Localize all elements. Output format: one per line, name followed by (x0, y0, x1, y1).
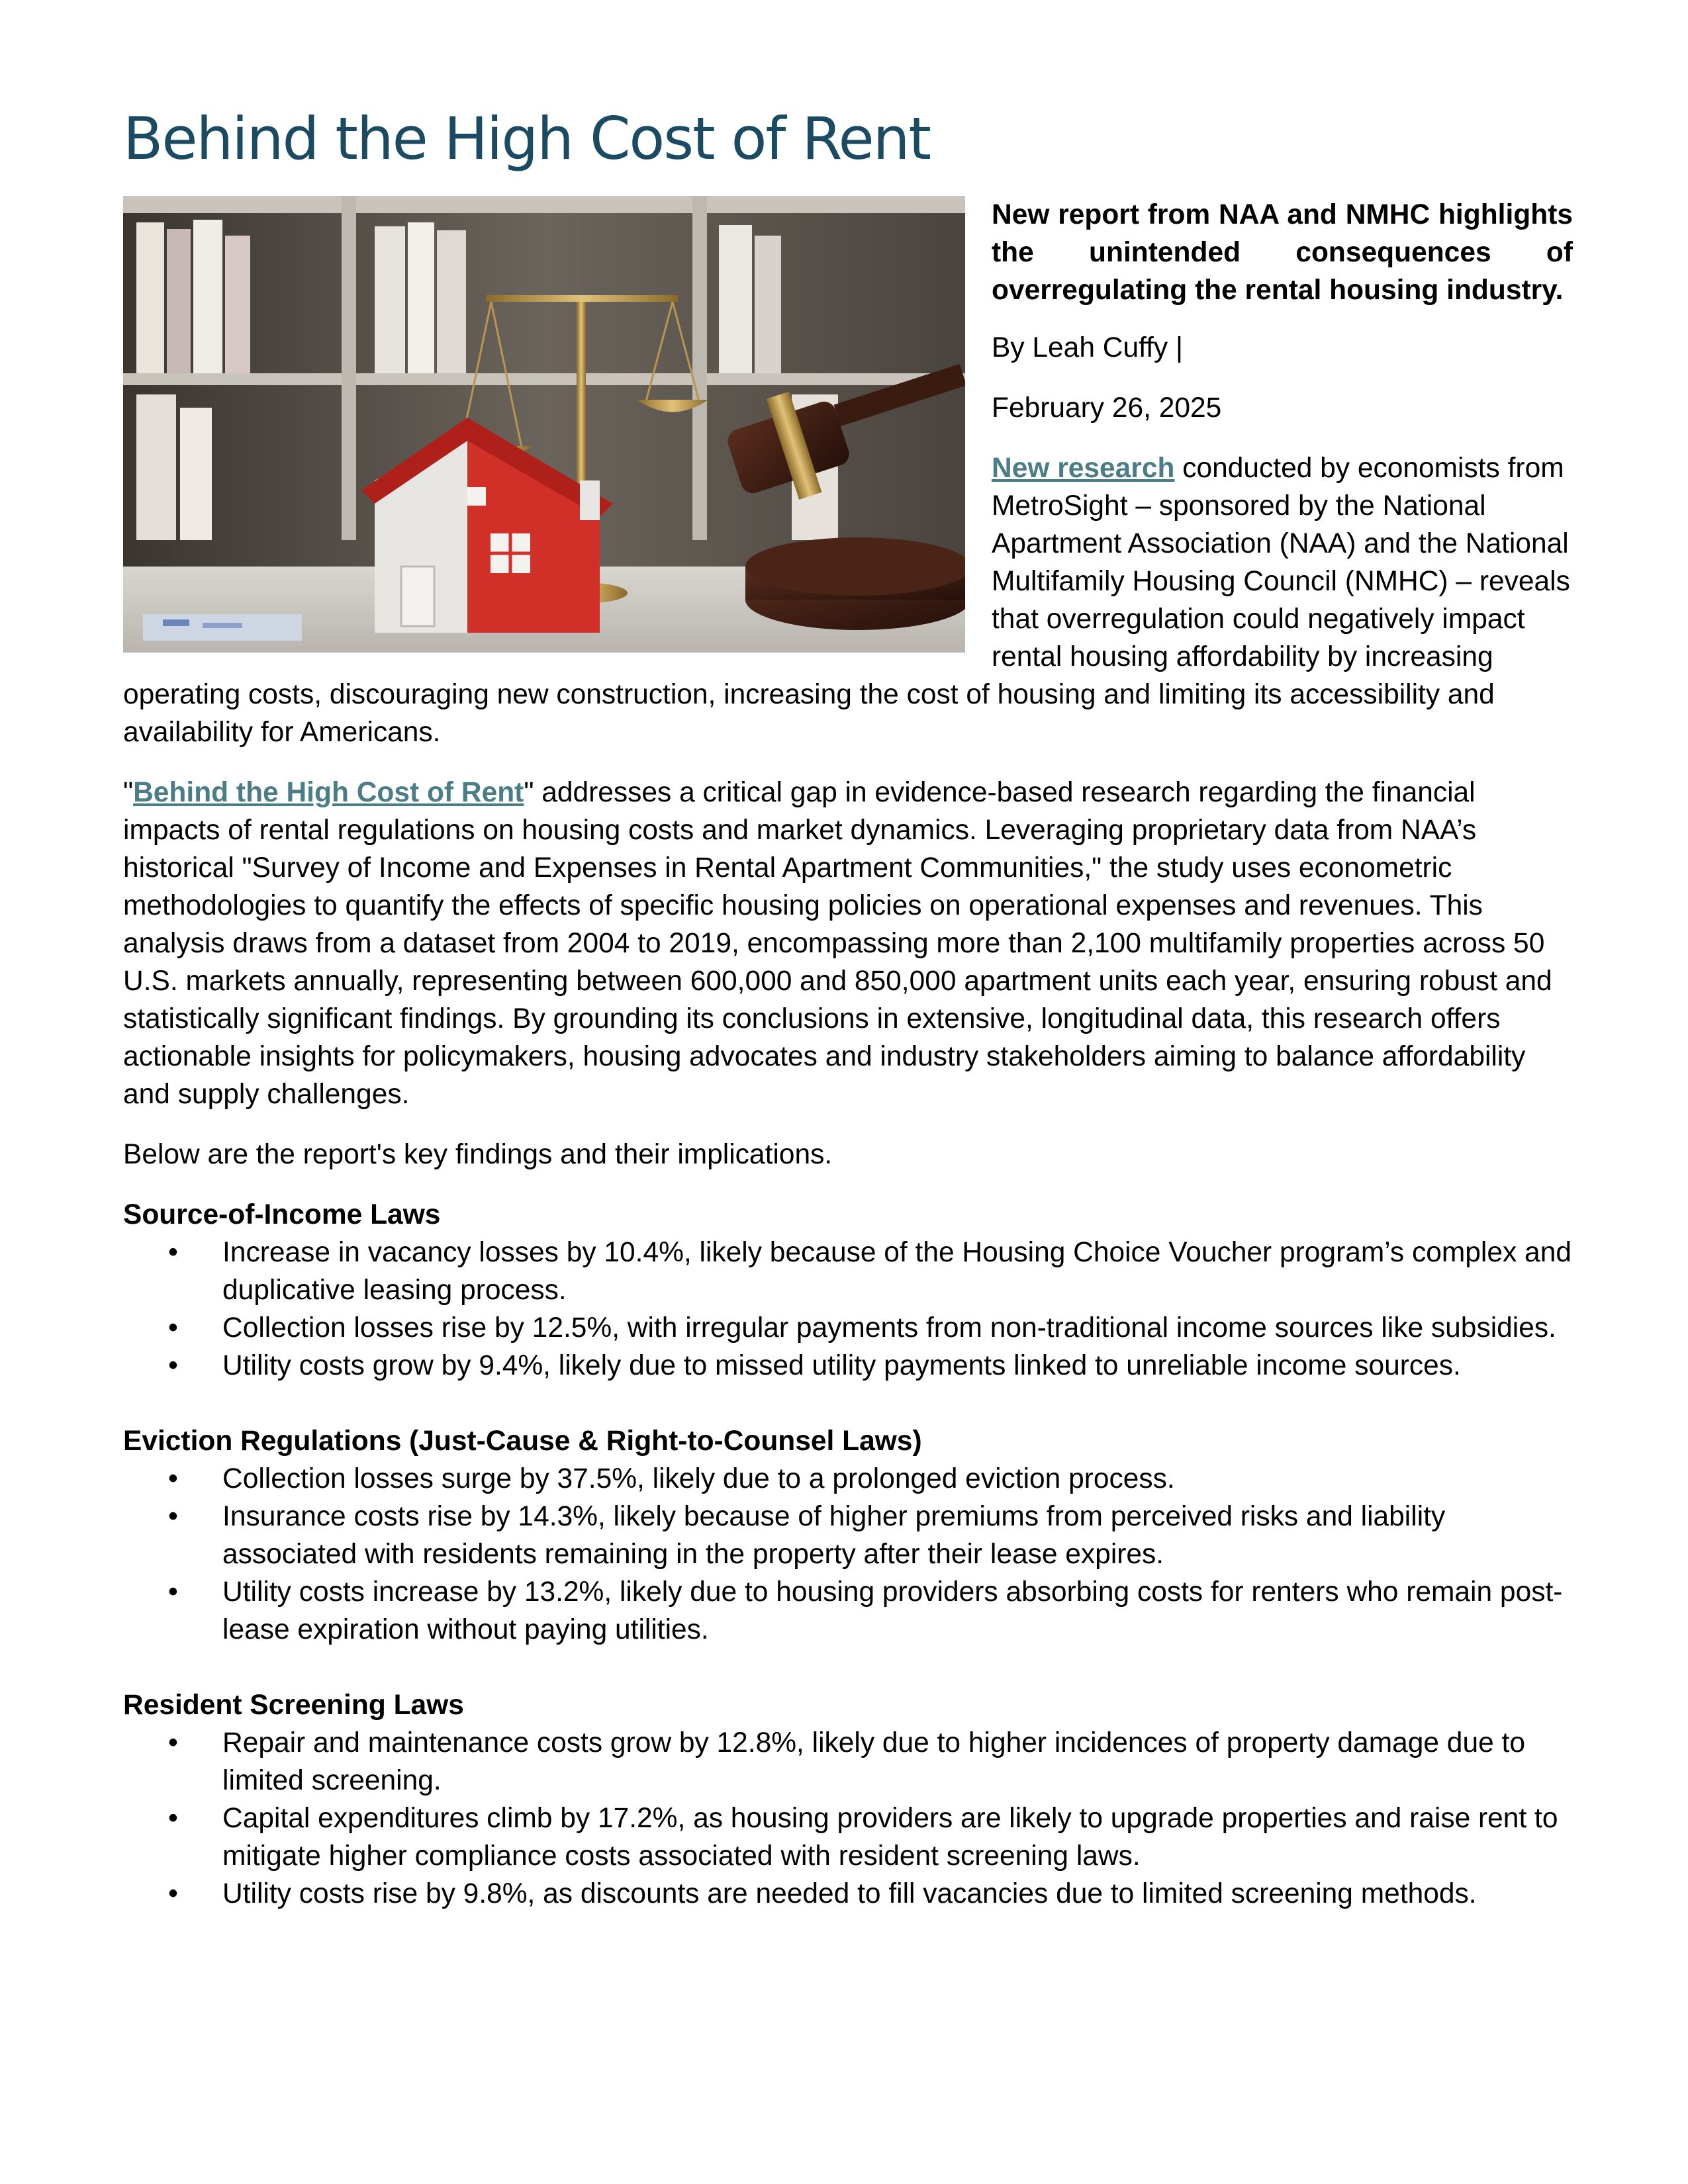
bullet-icon: • (168, 1727, 178, 1758)
list-item: • Increase in vacancy losses by 10.4%, likely because of the Housing Choice Voucher program’s complex and duplicative leasing process. (123, 1234, 1573, 1309)
new-research-link[interactable]: New research (992, 453, 1175, 484)
article-date: February 26, 2025 (992, 392, 1222, 424)
article-body (123, 196, 1573, 1913)
article-byline: By Leah Cuffy | (992, 332, 1184, 363)
section-heading: Eviction Regulations (Just-Cause & Right-to-Counsel Laws) (123, 1426, 922, 1457)
intro-text: conducted by economists from MetroSight – sponsored by the National Apartment Association (NAA) and the National Multifamily Housing Council (NMHC) – reveals that overregulation could negatively impact rental housing affordability by increasing operating costs, discouraging new construction, increasing the cost of housing and limiting its accessibility and availability for Americans. (123, 453, 1570, 748)
findings-intro: Below are the report's key findings and their implications. (123, 1139, 833, 1170)
findings-section-eviction (123, 1422, 1573, 1649)
list-item: • Repair and maintenance costs grow by 12.8%, likely due to higher incidences of property damage due to limited screening. (123, 1724, 1573, 1799)
bullet-icon: • (168, 1350, 178, 1381)
bullet-icon: • (168, 1878, 178, 1909)
article-title: Behind the High Cost of Rent (123, 105, 930, 173)
bullet-icon: • (168, 1463, 178, 1494)
bullet-icon: • (168, 1312, 178, 1343)
findings-list (123, 1234, 1573, 1385)
bullet-icon: • (168, 1501, 178, 1532)
house-scales-gavel-image (123, 196, 965, 653)
report-paragraph (123, 774, 1573, 1113)
list-item: • Capital expenditures climb by 17.2%, as housing providers are likely to upgrade properties and raise rent to mitigate higher compliance costs associated with resident screening laws. (123, 1799, 1573, 1875)
list-item: • Utility costs grow by 9.4%, likely due to missed utility payments linked to unreliable income sources. (123, 1347, 1573, 1385)
bullet-icon: • (168, 1803, 178, 1834)
bullet-icon: • (168, 1576, 178, 1608)
section-heading: Resident Screening Laws (123, 1690, 464, 1721)
article-subhead: New report from NAA and NMHC highlights the unintended consequences of overregulating the rental housing industry. (992, 199, 1573, 306)
list-item: • Utility costs rise by 9.8%, as discounts are needed to fill vacancies due to limited screening methods. (123, 1875, 1573, 1913)
findings-list (123, 1460, 1573, 1649)
list-item: • Collection losses rise by 12.5%, with irregular payments from non-traditional income sources like subsidies. (123, 1309, 1573, 1347)
list-item: • Utility costs increase by 13.2%, likely due to housing providers absorbing costs for renters who remain post-lease expiration without paying utilities. (123, 1573, 1573, 1649)
findings-list (123, 1724, 1573, 1913)
list-item: • Collection losses surge by 37.5%, likely due to a prolonged eviction process. (123, 1460, 1573, 1498)
section-heading: Source-of-Income Laws (123, 1199, 441, 1230)
open-quote: " (123, 777, 134, 808)
report-link[interactable]: Behind the High Cost of Rent (133, 777, 524, 808)
bullet-icon: • (168, 1237, 178, 1268)
list-item: • Insurance costs rise by 14.3%, likely because of higher premiums from perceived risks and liability associated with residents remaining in the property after their lease expires. (123, 1498, 1573, 1573)
report-text: " addresses a critical gap in evidence-based research regarding the financial impacts of rental regulations on housing costs and market dynamics. Leveraging proprietary data from NAA’s historical "Survey of Income and Expenses in Rental Apartment Communities," the study uses econometric methodologies to quantify the effects of specific housing policies on operational expenses and revenues. This analysis draws from a dataset from 2004 to 2019, encompassing more than 2,100 multifamily properties across 50 U.S. markets annually, representing between 600,000 and 850,000 apartment units each year, ensuring robust and statistically significant findings. By grounding its conclusions in extensive, longitudinal data, this research offers actionable insights for policymakers, housing advocates and industry stakeholders aiming to balance affordability and supply challenges. (123, 777, 1552, 1110)
findings-section-source-of-income (123, 1196, 1573, 1385)
findings-section-resident-screening (123, 1686, 1573, 1913)
